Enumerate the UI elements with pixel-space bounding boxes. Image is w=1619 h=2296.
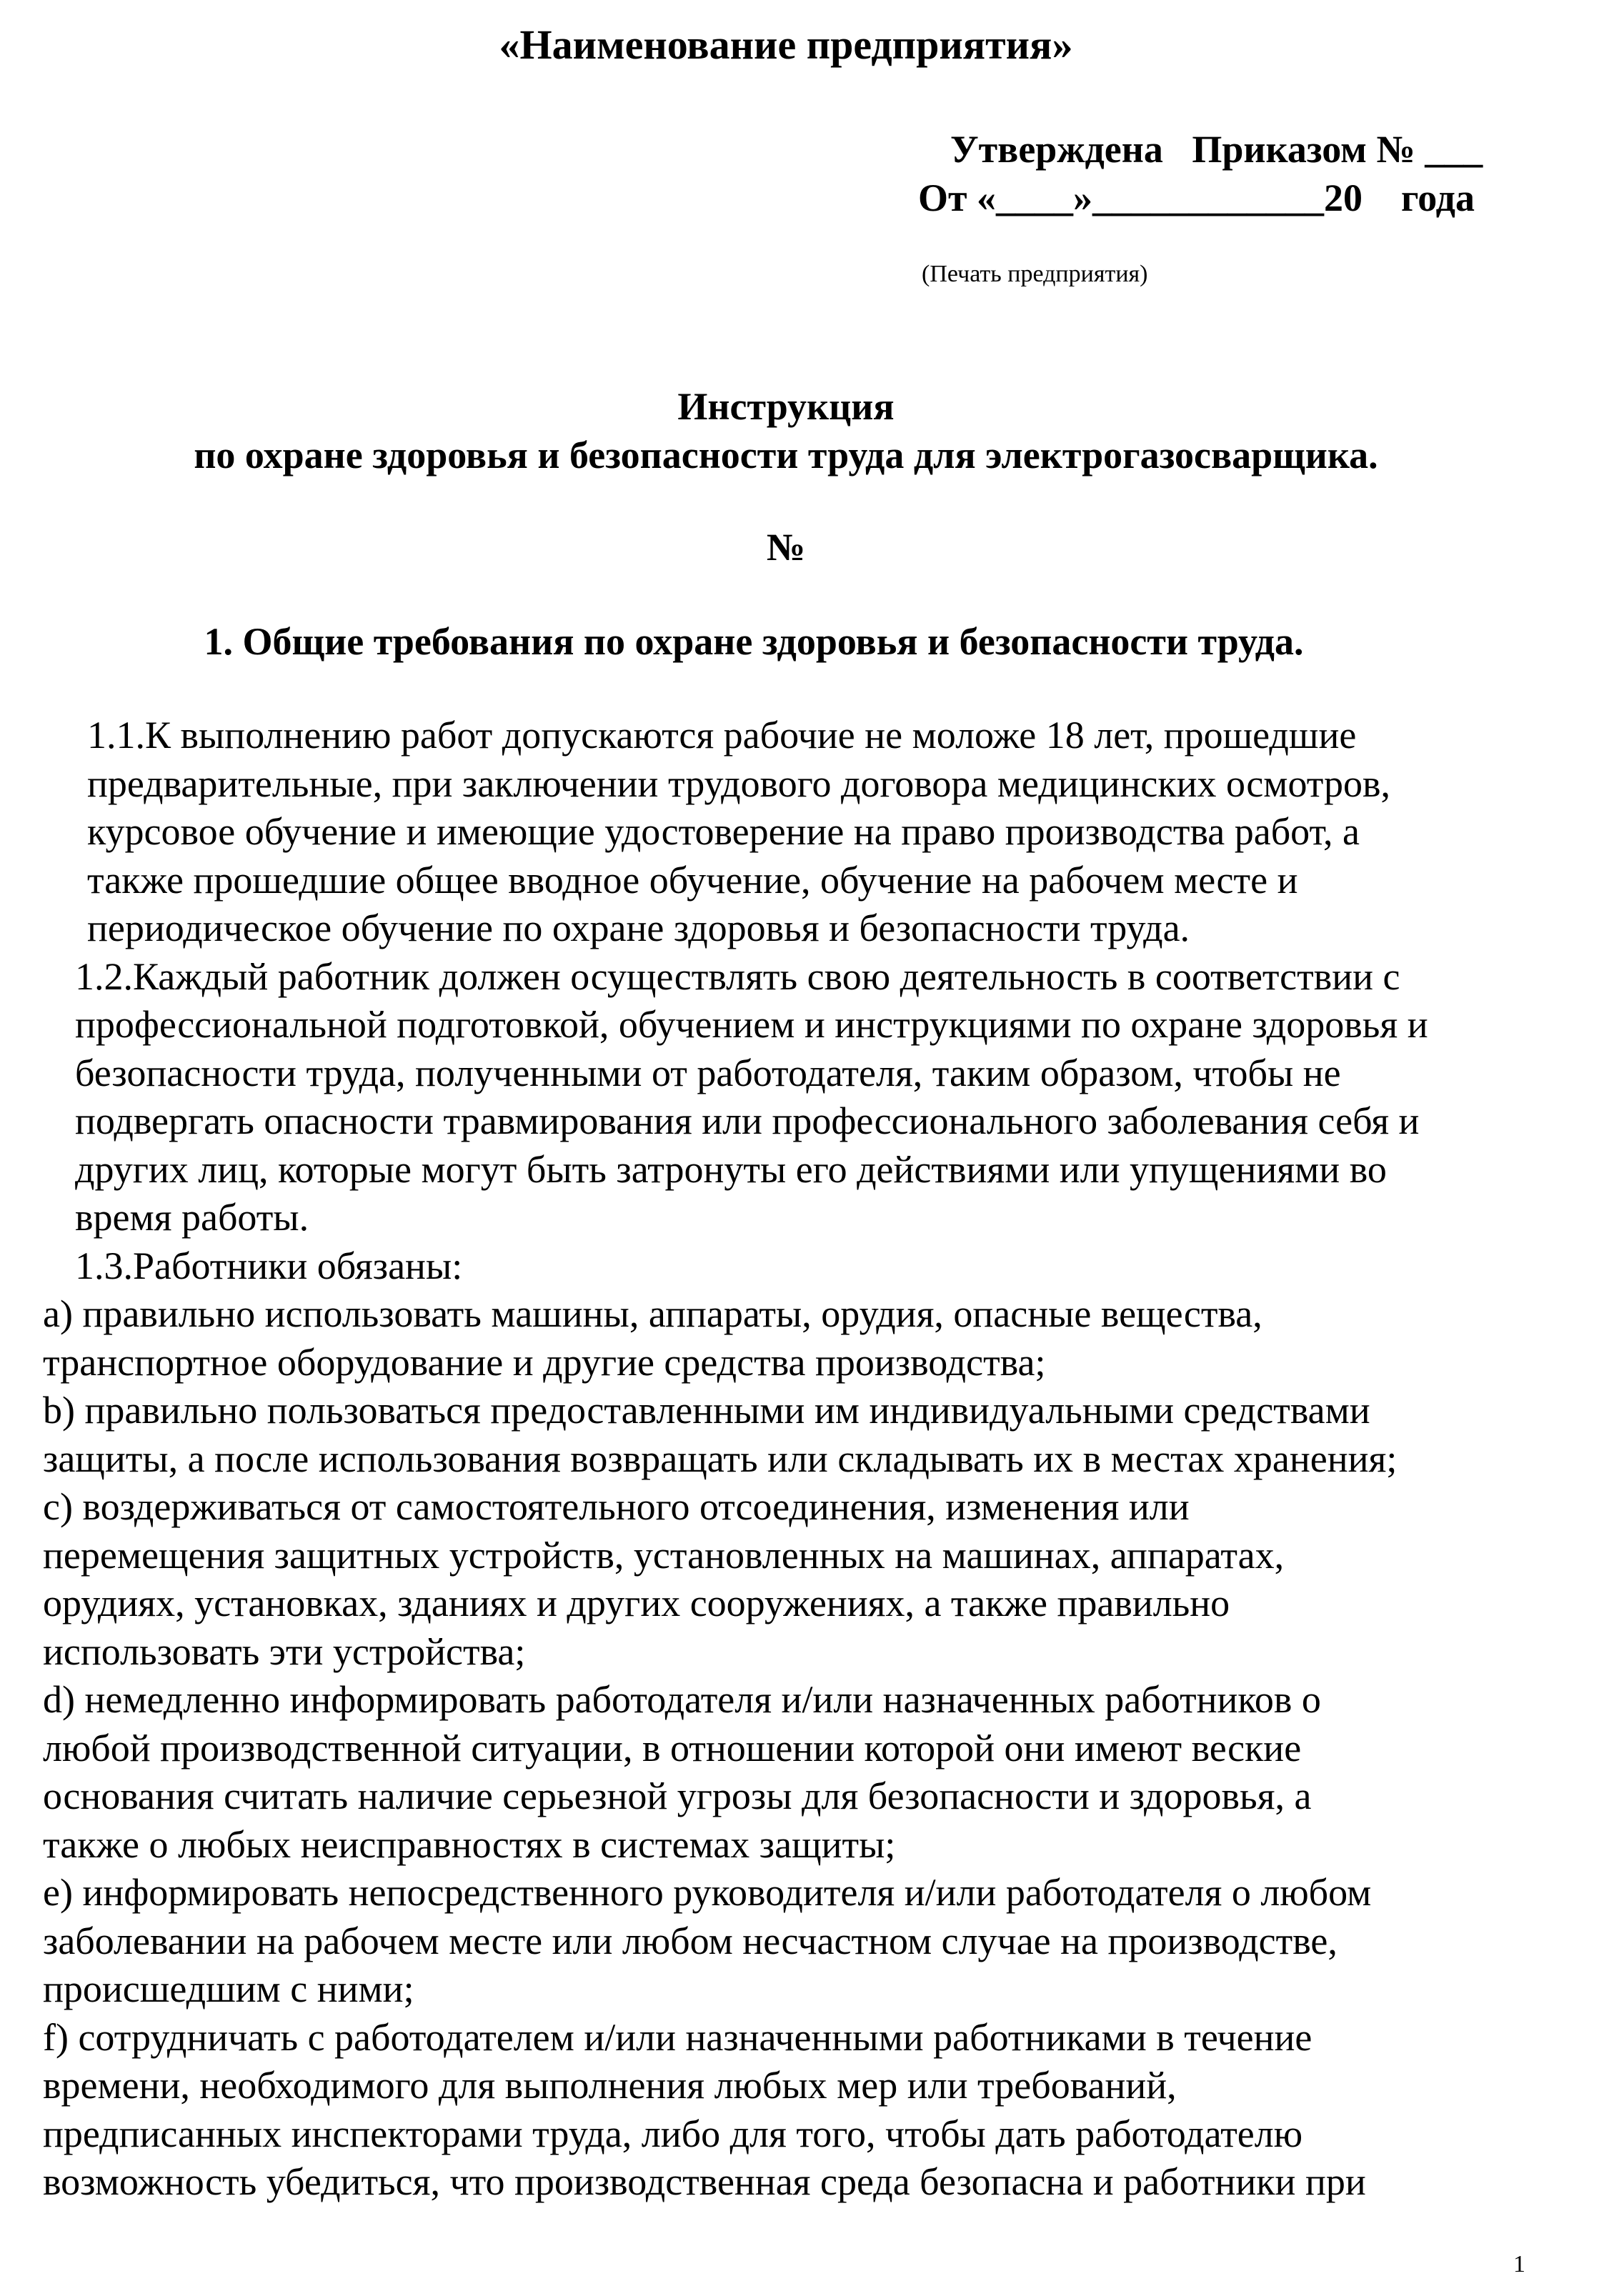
list-item-d: d) немедленно информировать работодателя и/или назначенных работников о любой производственной ситуации, в отношении которой они имеют веские основания считать наличие серьезной угрозы для безопасности и здоровья, а также о любых неисправностях в системах защиты; xyxy=(43,1678,1321,1866)
list-item-b: b) правильно пользоваться предоставленными им индивидуальными средствами защиты, а после использования возвращать или складывать их в местах хранения; xyxy=(43,1389,1398,1480)
seal-note: (Печать предприятия) xyxy=(922,261,1148,287)
paragraph-1-1: 1.1.К выполнению работ допускаются рабочие не моложе 18 лет, прошедшие предварительные, при заключении трудового договора медицинских осмотров, курсовое обучение и имеющие удостоверение на право производства работ, а также прошедшие общее вводное обучение, обучение на рабочем месте и периодическое обучение по охране здоровья и безопасности труда. xyxy=(87,714,1391,949)
title-line-subject: по охране здоровья и безопасности труда для электрогазосварщика. xyxy=(194,434,1378,476)
approval-block xyxy=(918,125,1540,222)
list-item-e: e) информировать непосредственного руководителя и/или работодателя о любом заболевании на рабочем месте или любом несчастном случае на производстве, происшедшим с ними; xyxy=(43,1871,1372,2010)
page-number: 1 xyxy=(1513,2251,1525,2277)
paragraph-1-2: 1.2.Каждый работник должен осуществлять свою деятельность в соответствии с профессиональной подготовкой, обучением и инструкциями по охране здоровья и безопасности труда, полученными от работодателя, таким образом, чтобы не подвергать опасности травмирования или профессионального заболевания себя и других лиц, которые могут быть затронуты его действиями или упущениями во время работы. xyxy=(75,954,1428,1239)
list-item-f: f) сотрудничать с работодателем и/или назначенными работниками в течение времени, необходимого для выполнения любых мер или требований, предписанных инспекторами труда, либо для того, чтобы дать работодателю возможность убедиться, что производственная среда безопасна и работники при xyxy=(43,2015,1366,2203)
section-body xyxy=(43,712,1572,2207)
section-heading: 1. Общие требования по охране здоровья и безопасности труда. xyxy=(204,620,1304,663)
list-item-c: c) воздерживаться от самостоятельного отсоединения, изменения или перемещения защитных устройств, установленных на машинах, аппаратах, орудиях, установках, зданиях и других сооружениях, а также правильно использовать эти устройства; xyxy=(43,1485,1285,1673)
document-number: № xyxy=(766,526,806,569)
paragraph-1-3: 1.3.Работники обязаны: xyxy=(75,1244,463,1287)
document-title xyxy=(0,382,1572,479)
approval-order-line: Утверждена Приказом № ___ xyxy=(950,128,1483,171)
list-item-a: a) правильно использовать машины, аппараты, орудия, опасные вещества, транспортное оборудование и другие средства производства; xyxy=(43,1292,1262,1384)
title-line-instruction: Инструкция xyxy=(677,385,895,428)
approval-date-line: От «____»____________20 года xyxy=(918,176,1475,219)
enterprise-name: «Наименование предприятия» xyxy=(499,21,1073,68)
